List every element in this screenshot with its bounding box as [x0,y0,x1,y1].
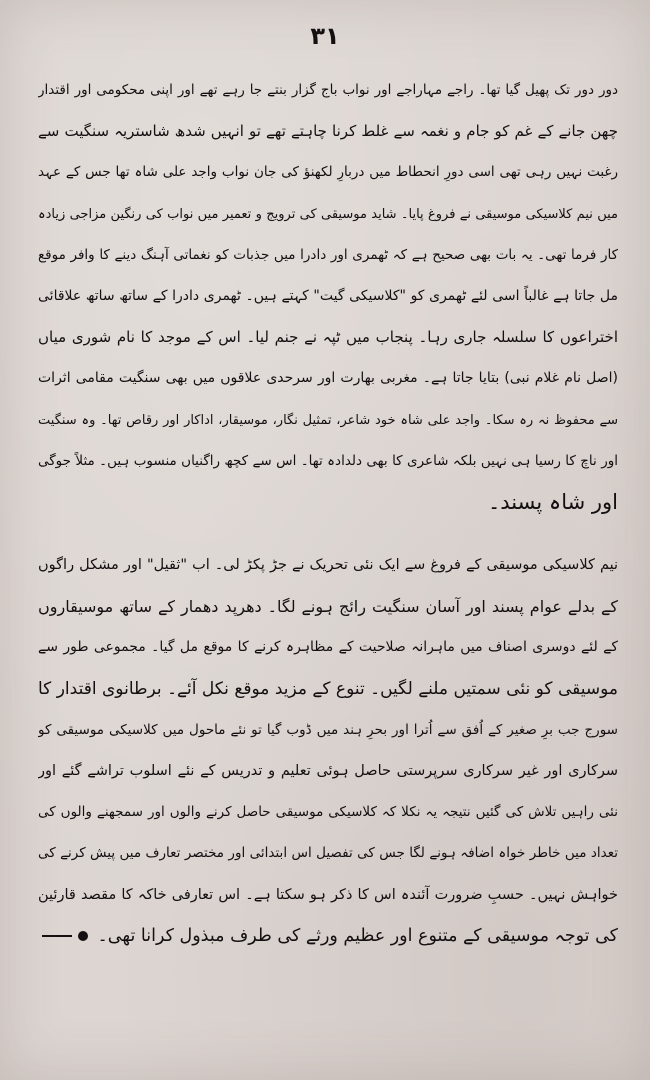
page-number: ۳۱ [310,22,340,50]
text-line: میں نیم کلاسیکی موسیقی نے فروغ پایا۔ شاید موسیقی کی ترویج و تعمیر میں نواب کی رنگین مزاجی زیادہ [38,206,618,222]
text-line: اور شاہ پسند۔ [487,489,618,514]
text-line: سورج جب برِ صغیر کے اُفق سے اُترا اور بحرِ ہند میں ڈوب گیا تو نئے ماحول میں کلاسیکی موسیقی کو [38,721,618,738]
paragraph-gap [38,523,618,545]
paragraph-2 [38,545,618,957]
paragraph-1 [38,70,618,523]
text-line: اور ناچ کا رسیا ہی نہیں بلکہ شاعری کا بھی دلدادہ تھا۔ اس سے کچھ راگنیاں منسوب ہیں۔ مثلاً جوگی [38,452,618,469]
text-line: موسیقی کو نئی سمتیں ملنے لگیں۔ تنوع کے مزید موقع نکل آئے۔ برطانوی اقتدار کا [38,678,618,699]
text-line: مل جاتا ہے غالباً اسی لئے ٹھمری کو "کلاسیکی گیت" کہتے ہیں۔ ٹھمری دادرا کے ساتھ ساتھ علاقائی [38,287,618,304]
text-line: (اصل نام غلام نبی) بتایا جاتا ہے۔ مغربی بھارت اور سرحدی علاقوں میں بھی سنگیت مقامی اثرات [38,370,618,387]
text-line: نئی راہیں تلاش کی گئیں نتیجہ یہ نکلا کہ کلاسیکی موسیقی حاصل کرنے والوں اور سمجھنے والوں کی [38,804,618,821]
text-line: کے لئے دوسری اصناف میں ماہرانہ صلاحیت کے مظاہرہ کرنے کا موقع مل گیا۔ مجموعی طور سے [38,639,618,656]
text-line: نیم کلاسیکی موسیقی کے فروغ سے ایک نئی تحریک نے جڑ پکڑ لی۔ اب "ثقیل" اور مشکل راگوں [38,557,618,574]
text-line: تعداد میں خاطر خواہ اضافہ ہونے لگا جس کی تفصیل اس ابتدائی اور مختصر تعارف میں پیش کرنے کی [38,845,618,862]
end-bullet-icon [78,931,88,941]
end-dash-icon [42,935,72,937]
text-line: سے محفوظ نہ رہ سکا۔ واجد علی شاہ خود شاعر، تمثیل نگار، موسیقار، اداکار اور رقاص تھا۔ وہ سنگیت [38,412,618,428]
text-line: خواہش نہیں۔ حسبِ ضرورت آئندہ اس کا ذکر ہو سکتا ہے۔ اس تعارفی خاکہ کا مقصد قارئین [38,886,618,903]
text-line: کے بدلے عوام پسند اور آسان سنگیت رائج ہونے لگا۔ دھرپد دھمار کے ساتھ موسیقاروں [38,597,618,617]
text-line: چھن جانے کے غم کو جام و نغمہ سے غلط کرنا چاہتے تھے تو انہیں شدھ شاستریہ سنگیت سے [38,122,618,141]
final-line-text: کی توجہ موسیقی کے متنوع اور عظیم ورثے کی طرف مبذول کرانا تھی۔ [97,925,618,946]
text-line: دور دور تک پھیل گیا تھا۔ راجے مہاراجے اور نواب باج گزار بنتے جا رہے تھے اور اپنی محکومی اور اقتدار [38,82,618,98]
text-line: سرکاری اور غیر سرکاری سرپرستی حاصل ہوئی تعلیم و تدریس کے نئے اسلوب تراشے گئے اور [38,763,618,779]
text-line-final [38,916,618,957]
body-text [38,70,618,957]
text-line: اختراعوں کا سلسلہ جاری رہا۔ پنجاب میں ٹپہ نے جنم لیا۔ اس کے موجد کا نام شوری میاں [38,328,618,347]
text-line: رغبت نہیں رہی تھی اسی دورِ انحطاط میں دربارِ لکھنؤ کی جان نواب واجد علی شاہ تھا جس کے عہد [38,164,618,181]
text-line: کار فرما تھی۔ یہ بات بھی صحیح ہے کہ ٹھمری اور دادرا میں جذبات کو نغماتی آہنگ دینے کا وافر موقع [38,246,618,263]
